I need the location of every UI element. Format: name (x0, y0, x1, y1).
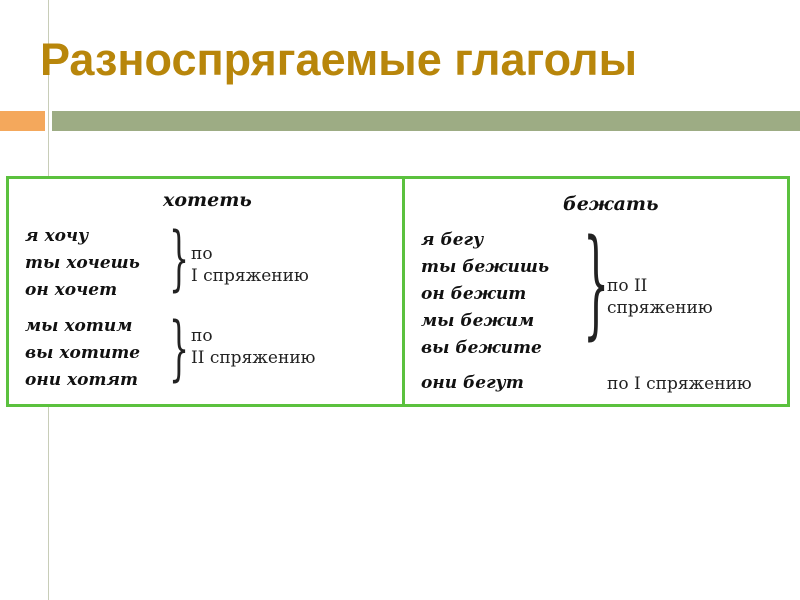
note-right-2: по I спряжению (607, 374, 752, 394)
brace-left-2: } (169, 307, 190, 389)
form-on-hochet: он хочет (25, 280, 118, 300)
form-ty-bezhish: ты бежишь (421, 257, 550, 277)
note-left-1-line1: по (191, 244, 213, 264)
note-left-2-line2: II спряжению (191, 348, 316, 368)
conjugation-table (6, 176, 790, 407)
note-right-1-line1: по II (607, 276, 648, 296)
form-ya-begu: я бегу (421, 230, 484, 250)
form-ya-hochu: я хочу (25, 226, 89, 246)
green-accent-bar (52, 111, 800, 131)
column-divider (402, 179, 405, 404)
header-bezhat: бежать (563, 193, 659, 215)
brace-left-1: } (169, 217, 190, 299)
form-ty-hochesh: ты хочешь (25, 253, 140, 273)
form-oni-hotyat: они хотят (25, 370, 138, 390)
note-left-1-line2: I спряжению (191, 266, 309, 286)
form-my-hotim: мы хотим (25, 316, 133, 336)
orange-accent-bar (0, 111, 45, 131)
form-on-bezhit: он бежит (421, 284, 527, 304)
form-my-bezhim: мы бежим (421, 311, 535, 331)
brace-right: } (583, 213, 610, 351)
note-right-1-line2: спряжению (607, 298, 713, 318)
form-oni-begut: они бегут (421, 373, 524, 393)
form-vy-bezhite: вы бежите (421, 338, 542, 358)
note-left-2-line1: по (191, 326, 213, 346)
header-hotet: хотеть (163, 189, 252, 211)
form-vy-hotite: вы хотите (25, 343, 141, 363)
slide-title: Разноспрягаемые глаголы (40, 34, 638, 85)
